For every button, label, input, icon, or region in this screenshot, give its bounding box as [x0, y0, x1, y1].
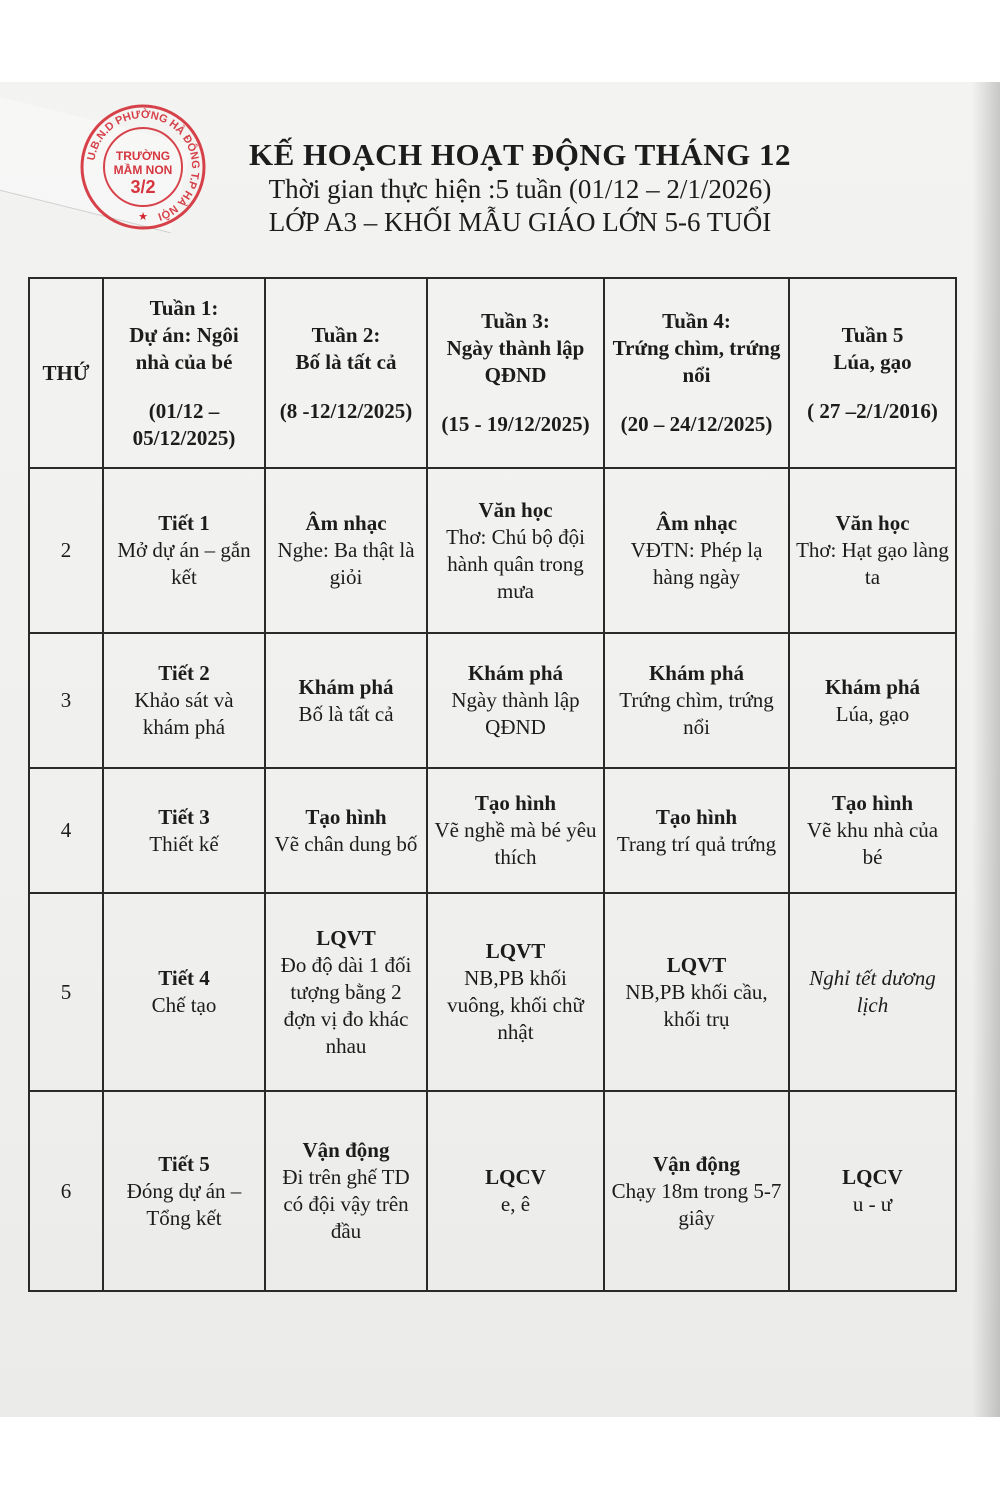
activity-cell: LQVT NB,PB khối vuông, khối chữ nhật — [427, 893, 604, 1091]
activity-cell: Âm nhạc Nghe: Ba thật là giỏi — [265, 468, 427, 633]
activity-cell: Khám phá Trứng chìm, trứng nổi — [604, 633, 789, 768]
day-cell: 2 — [29, 468, 103, 633]
activity-cell: Tạo hình Vẽ khu nhà của bé — [789, 768, 956, 893]
table-row — [29, 893, 956, 1091]
activity-cell: Âm nhạc VĐTN: Phép lạ hàng ngày — [604, 468, 789, 633]
document-title: KẾ HOẠCH HOẠT ĐỘNG THÁNG 12 — [249, 137, 791, 172]
day-cell: 5 — [29, 893, 103, 1091]
week-header-5: Tuần 5 Lúa, gạo ( 27 –2/1/2016) — [789, 278, 956, 468]
activity-cell: Khám phá Lúa, gạo — [789, 633, 956, 768]
day-cell: 3 — [29, 633, 103, 768]
day-cell: 4 — [29, 768, 103, 893]
activity-cell: Vận động Đi trên ghế TD có đội vậy trên đầu — [265, 1091, 427, 1291]
table-row — [29, 633, 956, 768]
stamp-line-1: TRƯỜNG — [115, 149, 171, 163]
document-header — [150, 137, 890, 239]
activity-cell: Khám phá Bố là tất cả — [265, 633, 427, 768]
activity-cell: Tạo hình Vẽ chân dung bố — [265, 768, 427, 893]
activity-cell: Tạo hình Trang trí quả trứng — [604, 768, 789, 893]
table-row — [29, 1091, 956, 1291]
week-header-4: Tuần 4: Trứng chìm, trứng nổi (20 – 24/12/2025) — [604, 278, 789, 468]
activity-cell: Tiết 2 Khảo sát và khám phá — [103, 633, 265, 768]
activity-cell: LQVT Đo độ dài 1 đối tượng bằng 2 đợn vị đo khác nhau — [265, 893, 427, 1091]
stamp-line-2: MẦM NON — [113, 163, 173, 177]
activity-plan-table — [28, 277, 957, 1292]
activity-cell: Tạo hình Vẽ nghề mà bé yêu thích — [427, 768, 604, 893]
document-sheet — [0, 82, 1000, 1417]
stamp-line-3: 3/2 — [130, 177, 156, 197]
activity-cell: Tiết 4 Chế tạo — [103, 893, 265, 1091]
table-row — [29, 468, 956, 633]
activity-cell: LQCV e, ê — [427, 1091, 604, 1291]
document-period: Thời gian thực hiện :5 tuần (01/12 – 2/1/2026) — [268, 174, 772, 204]
stamp-ring-text: U.B.N.D PHƯỜNG HÀ ĐÔNG T.P HÀ NỘI — [85, 108, 202, 223]
activity-cell: LQCV u - ư — [789, 1091, 956, 1291]
activity-cell: Tiết 3 Thiết kế — [103, 768, 265, 893]
activity-cell: Nghỉ tết dương lịch — [789, 893, 956, 1091]
page-shadow — [972, 82, 1000, 1417]
activity-cell: LQVT NB,PB khối cầu, khối trụ — [604, 893, 789, 1091]
table-header-row — [29, 278, 956, 468]
activity-cell: Khám phá Ngày thành lập QĐND — [427, 633, 604, 768]
class-label: LỚP A3 – KHỐI MẪU GIÁO LỚN 5-6 TUỔI — [268, 207, 772, 237]
day-cell: 6 — [29, 1091, 103, 1291]
corner-header: THỨ — [29, 278, 103, 468]
activity-cell: Văn học Thơ: Chú bộ đội hành quân trong mưa — [427, 468, 604, 633]
activity-cell: Tiết 1 Mở dự án – gắn kết — [103, 468, 265, 633]
activity-cell: Tiết 5 Đóng dự án – Tổng kết — [103, 1091, 265, 1291]
activity-cell: Vận động Chạy 18m trong 5-7 giây — [604, 1091, 789, 1291]
stamp-star-icon: ★ — [138, 211, 148, 223]
activity-cell: Văn học Thơ: Hạt gạo làng ta — [789, 468, 956, 633]
week-header-1: Tuần 1: Dự án: Ngôi nhà của bé (01/12 – 05/12/2025) — [103, 278, 265, 468]
week-header-2: Tuần 2: Bố là tất cả (8 -12/12/2025) — [265, 278, 427, 468]
week-header-3: Tuần 3: Ngày thành lập QĐND (15 - 19/12/2025) — [427, 278, 604, 468]
table-row — [29, 768, 956, 893]
